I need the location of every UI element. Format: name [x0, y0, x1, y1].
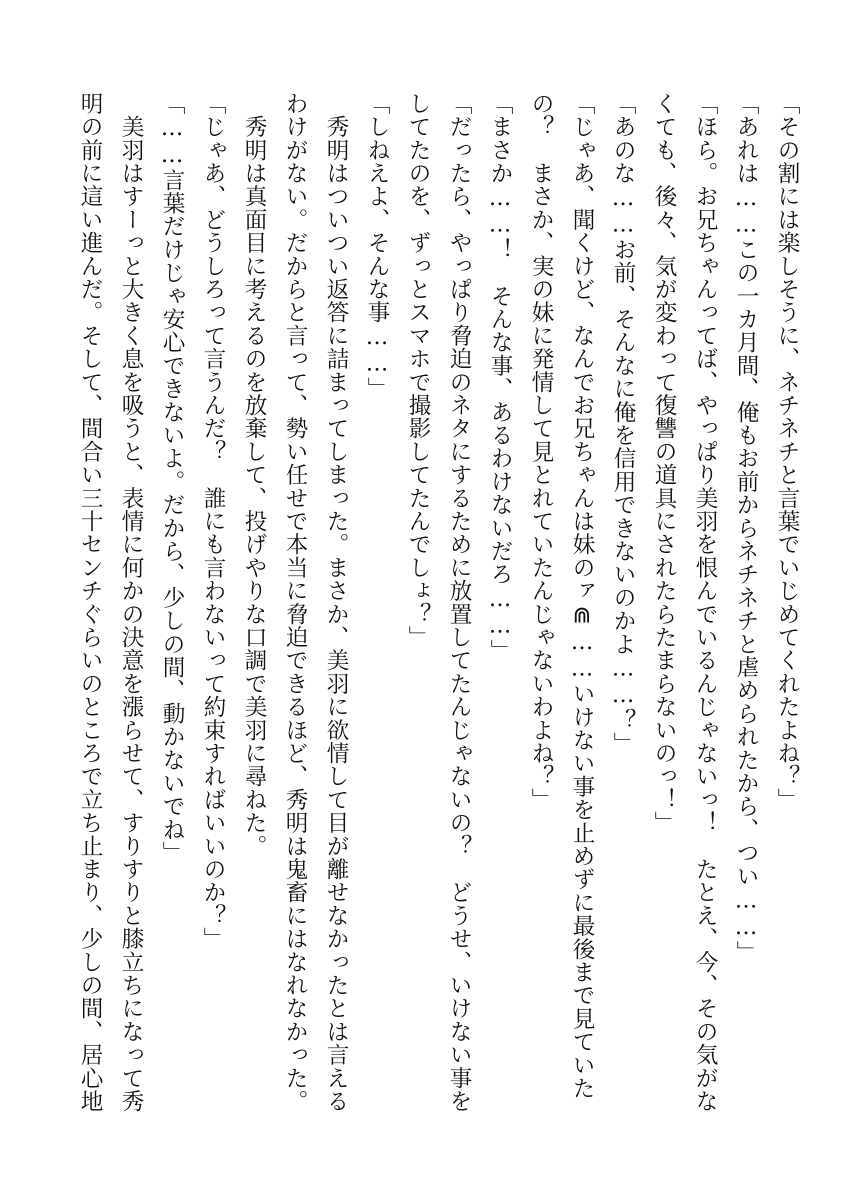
text-line: 「だったら、やっぱり脅迫のネタにするために放置してたんじゃないの？ どうせ、いけない事を: [446, 92, 472, 1113]
text-line: 「その割には楽しそうに、ネチネチと言葉でいじめてくれたよね？」: [774, 92, 800, 812]
text-line: 「じゃあ、どうしろって言うんだ？ 誰にも言わないって約束すればいいのか？」: [200, 92, 226, 951]
text-line: してたのを、ずっとスマホで撮影してたんでしょ？」: [405, 92, 431, 649]
text-line: 「あのな……お前、そんなに俺を信用できないのかよ……？」: [610, 92, 636, 756]
text-line: 秀明は真面目に考えるのを放棄して、投げやりな口調で美羽に尋ねた。: [241, 92, 267, 858]
text-line: 明の前に這い進んだ。そして、間合い三十センチぐらいのところで立ち止まり、少しの間、居心地: [77, 92, 103, 1113]
text-line: 「あれは……この一カ月間、俺もお前からネチネチと虐められたから、つい……」: [733, 92, 759, 964]
text-line: 「ほら。お兄ちゃんってば、やっぱり美羽を恨んでいるんじゃないっ！ たとえ、今、その気がな: [692, 92, 718, 1113]
text-line: わけがない。だからと言って、勢い任せで本当に脅迫できるほど、秀明は鬼畜にはなれなかった。: [282, 92, 308, 1113]
text-line: 秀明はついつい返答に詰まってしまった。まさか、美羽に欲情して目が離せなかったとは言える: [323, 92, 349, 1113]
text-line: 「まさか……！ そんな事、あるわけないだろ……」: [487, 92, 513, 663]
text-line: 「しねえよ、そんな事……」: [364, 92, 390, 401]
text-line: 「じゃあ、聞くけど、なんでお兄ちゃんは妹のァ⋒……いけない事を止めずに最後まで見ていた: [569, 92, 595, 1100]
vertical-text-body: [69, 92, 807, 1132]
text-line: 美羽はすーっと大きく息を吸うと、表情に何かの決意を漲らせて、すりすりと膝立ちになって秀: [118, 92, 144, 1113]
text-line: くても、後々、気が変わって復讐の道具にされたらたまらないのっ！」: [651, 92, 677, 835]
text-line: 「……言葉だけじゃ安心できないよ。だから、少しの間、動かないでね」: [159, 92, 185, 865]
text-line: の？ まさか、実の妹に発情して見とれていたんじゃないわよね？」: [528, 92, 554, 812]
